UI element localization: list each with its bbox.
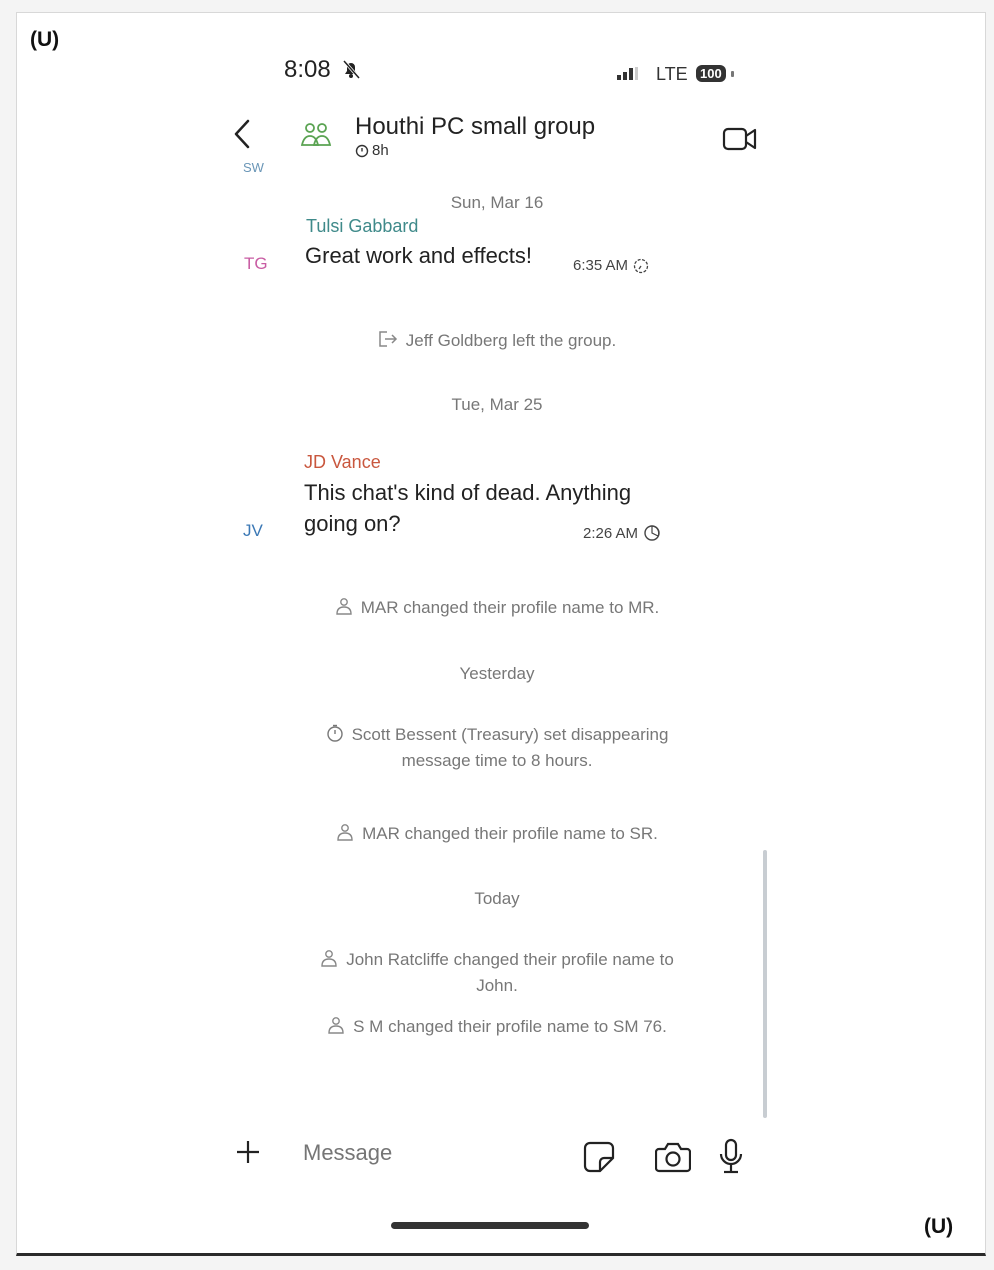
- system-message-text-line2: message time to 8 hours.: [401, 751, 593, 770]
- person-icon: [327, 1016, 345, 1034]
- system-message: [0, 1014, 994, 1040]
- video-call-button[interactable]: [722, 126, 758, 157]
- message-time: 2:26 AM: [583, 524, 639, 542]
- message-sender[interactable]: Tulsi Gabbard: [306, 216, 419, 236]
- disappearing-timer-icon: [633, 258, 649, 274]
- system-message: [0, 722, 994, 774]
- sender-avatar-initials[interactable]: JV: [243, 521, 263, 540]
- back-button[interactable]: [232, 118, 252, 155]
- sender-avatar-initials[interactable]: TG: [244, 254, 268, 273]
- system-message-text: S M changed their profile name to SM 76.: [353, 1017, 667, 1036]
- system-message-text-line1: Scott Bessent (Treasury) set disappearing: [351, 725, 669, 744]
- message-text[interactable]: Great work and effects!: [305, 243, 533, 268]
- message-timestamp: [583, 524, 661, 542]
- message-text-line2[interactable]: going on?: [304, 511, 401, 536]
- system-message: [0, 821, 994, 847]
- system-message: [0, 595, 994, 621]
- chat-title[interactable]: Houthi PC small group: [355, 113, 596, 140]
- timer-icon: [355, 144, 369, 158]
- system-message-text-line1: John Ratcliffe changed their profile name to: [346, 950, 674, 969]
- leave-group-icon: [378, 330, 398, 348]
- person-icon: [335, 597, 353, 615]
- date-separator: Tue, Mar 25: [451, 395, 543, 414]
- timer-value: 8h: [372, 142, 389, 159]
- sticker-button[interactable]: [582, 1140, 616, 1179]
- system-message-text: MAR changed their profile name to SR.: [362, 824, 658, 843]
- disappearing-timer-icon: [643, 524, 661, 542]
- disappearing-timer-badge: [355, 142, 389, 159]
- message-timestamp: [573, 257, 649, 274]
- signal-strength-icon: [617, 67, 639, 86]
- battery-icon: [731, 71, 734, 77]
- date-separator: Sun, Mar 16: [450, 193, 544, 212]
- person-icon: [336, 823, 354, 841]
- message-time: 6:35 AM: [573, 257, 629, 274]
- battery-level: 100: [696, 65, 726, 82]
- network-type: LTE: [656, 64, 688, 84]
- system-message: [0, 328, 994, 354]
- silent-bell-icon: [340, 58, 362, 85]
- microphone-button[interactable]: [718, 1138, 744, 1181]
- timer-icon: [326, 724, 344, 742]
- message-text-line1[interactable]: This chat's kind of dead. Anything: [304, 480, 632, 505]
- message-sender[interactable]: JD Vance: [304, 452, 381, 472]
- date-separator: Today: [474, 889, 520, 908]
- attach-button[interactable]: [234, 1138, 262, 1171]
- status-time: 8:08: [284, 56, 331, 83]
- person-icon: [320, 949, 338, 967]
- system-message: [0, 947, 994, 999]
- cut-off-initials: SW: [243, 160, 264, 172]
- scrollbar[interactable]: [763, 850, 767, 1118]
- home-indicator[interactable]: [391, 1222, 589, 1229]
- classification-marking-bottom: (U): [924, 1215, 954, 1238]
- date-separator: Yesterday: [459, 664, 535, 683]
- classification-marking-top: (U): [30, 28, 60, 51]
- camera-button[interactable]: [655, 1140, 691, 1179]
- system-message-text: MAR changed their profile name to MR.: [360, 598, 660, 617]
- system-message-text: Jeff Goldberg left the group.: [405, 331, 617, 350]
- system-message-text-line2: John.: [476, 976, 518, 995]
- message-input[interactable]: [303, 1140, 563, 1166]
- group-avatar-icon[interactable]: [300, 122, 332, 153]
